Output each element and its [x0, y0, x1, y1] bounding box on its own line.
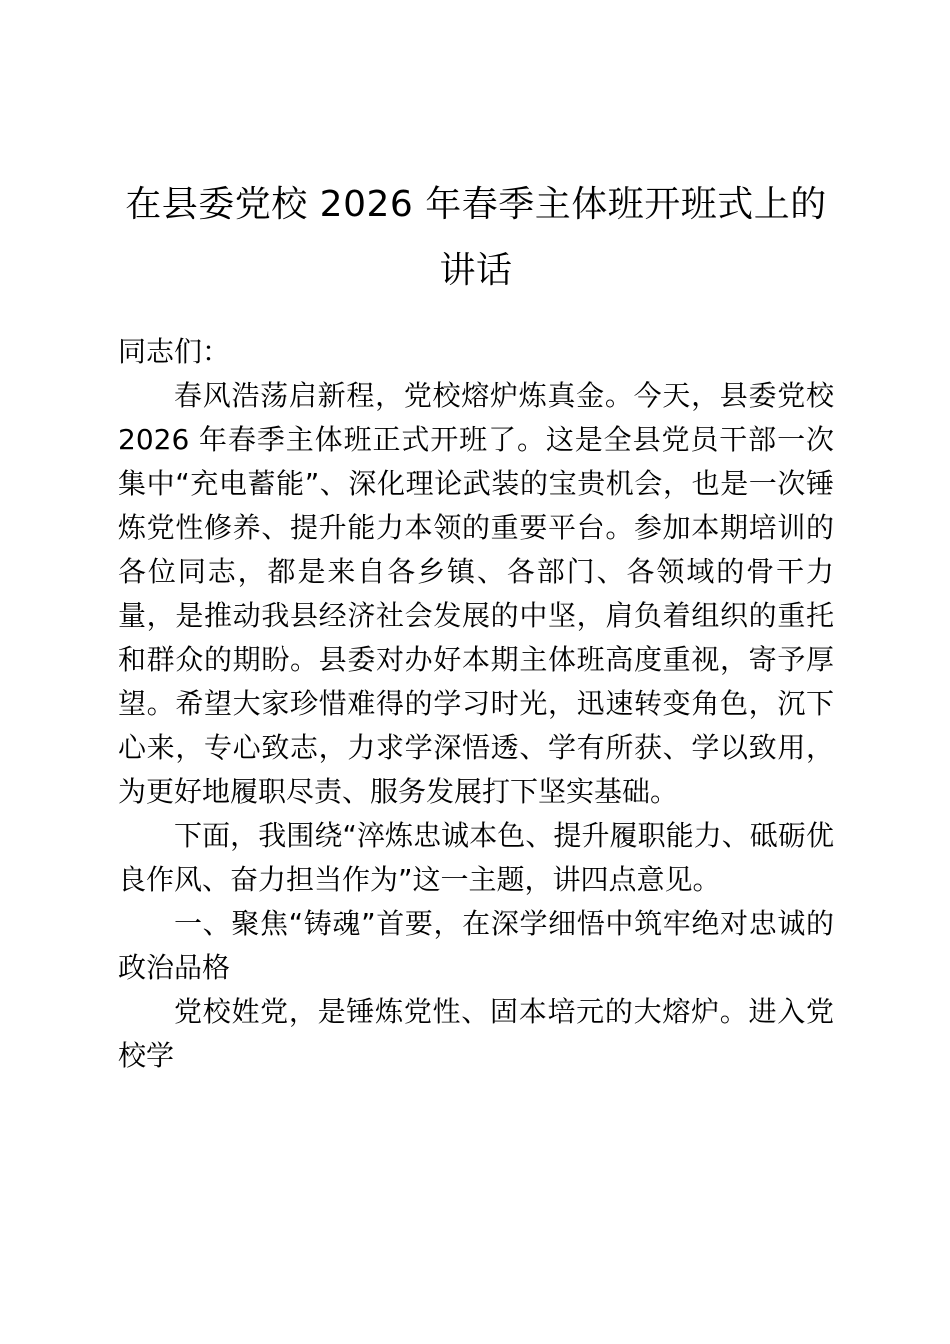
- salutation-line: 同志们：: [118, 335, 231, 368]
- body-paragraph: 春风浩荡启新程，党校熔炉炼真金。今天，县委党校 2026 年春季主体班正式开班了。这是全县党员干部一次集中“充电蓄能”、深化理论武装的宝贵机会，也是一次锤炼党性修养、提升能力本领的重要平台。参加本期培训的各位同志，都是来自各乡镇、各部门、各领域的骨干力量，是推动我县经济社会发展的中坚，肩负着组织的重托和群众的期盼。县委对办好本期主体班高度重视，寄予厚望。希望大家珍惜难得的学习时光，迅速转变角色，沉下心来，专心致志，力求学深悟透、学有所获、学以致用，为更好地履职尽责、服务发展打下坚实基础。: [118, 379, 834, 808]
- page-title: 在县委党校 2026 年春季主体班开班式上的讲话: [125, 184, 827, 291]
- body-paragraph: 党校姓党，是锤炼党性、固本培元的大熔炉。进入党校学: [118, 995, 834, 1072]
- section-heading: 一、聚焦“铸魂”首要，在深学细悟中筑牢绝对忠诚的政治品格: [118, 907, 834, 984]
- body-paragraph: 下面，我围绕“淬炼忠诚本色、提升履职能力、砥砺优良作风、奋力担当作为”这一主题，讲四点意见。: [118, 819, 834, 896]
- document-content: [118, 0, 834, 1078]
